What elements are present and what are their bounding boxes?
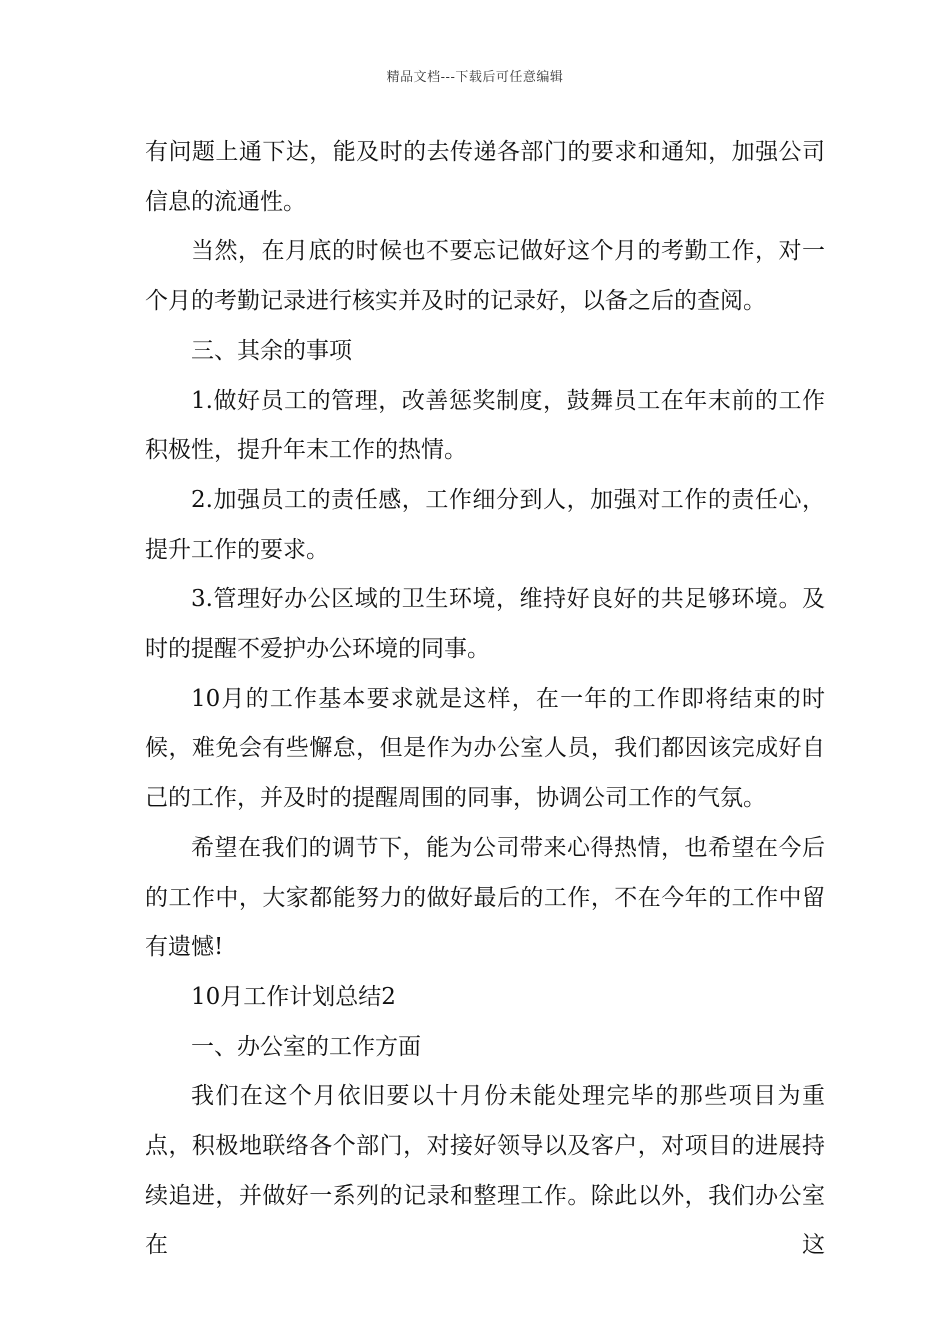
- paragraph-office-projects: 我们在这个月依旧要以十月份未能处理完毕的那些项目为重点，积极地联络各个部门，对接好领导以及客户，对项目的进展持续追进，并做好一系列的记录和整理工作。除此以外，我们办公室在这: [145, 1083, 825, 1259]
- list-item-3: 3.管理好办公区域的卫生环境，维持好良好的共足够环境。及时的提醒不爱护办公环境的同事。: [145, 586, 825, 663]
- list-item-1: 1.做好员工的管理，改善惩奖制度，鼓舞员工在年末前的工作积极性，提升年末工作的热情。: [145, 387, 825, 464]
- list-item-2: 2.加强员工的责任感，工作细分到人，加强对工作的责任心，提升工作的要求。: [145, 486, 825, 563]
- document-body: [145, 128, 825, 1271]
- document-title-2: 10月工作计划总结2: [191, 983, 396, 1010]
- paragraph-attendance: 当然，在月底的时候也不要忘记做好这个月的考勤工作，对一个月的考勤记录进行核实并及时的记录好，以备之后的查阅。: [145, 238, 825, 315]
- page-header: 精品文档---下载后可任意编辑: [386, 70, 564, 85]
- paragraph-hope: 希望在我们的调节下，能为公司带来心得热情，也希望在今后的工作中，大家都能努力的做好最后的工作，不在今年的工作中留有遗憾!: [145, 834, 825, 961]
- section-heading-other-matters: 三、其余的事项: [191, 337, 352, 364]
- paragraph-continuation: 有问题上通下达，能及时的去传递各部门的要求和通知，加强公司信息的流通性。: [145, 139, 825, 215]
- paragraph-october-summary: 10月的工作基本要求就是这样，在一年的工作即将结束的时候，难免会有些懈怠，但是作为办公室人员，我们都因该完成好自己的工作，并及时的提醒周围的同事，协调公司工作的气氛。: [145, 685, 825, 812]
- section-heading-office-work: 一、办公室的工作方面: [191, 1033, 421, 1060]
